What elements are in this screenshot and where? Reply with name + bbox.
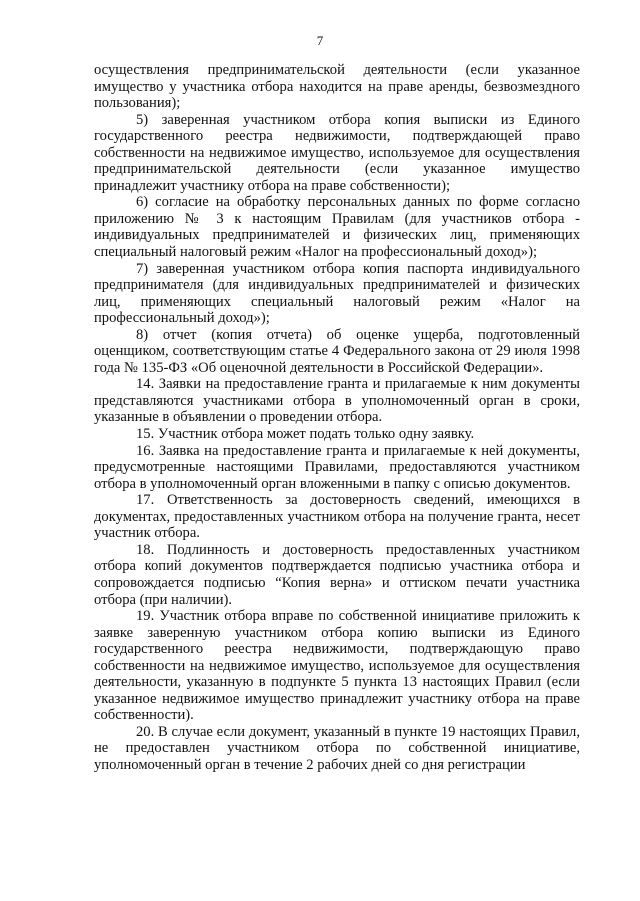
paragraph-continuation: осуществления предпринимательской деятельности (если указанное имущество у участника отбора находится на праве аренды, безвозмездного пользования); [94, 62, 580, 112]
paragraph-item-6: 6) согласие на обработку персональных данных по форме согласно приложению № 3 к настоящим Правилам (для участников отбора - индивидуальных предпринимателей и физических лиц, применяющих специальный налоговый режим «Налог на профессиональный доход»); [94, 194, 580, 261]
paragraph-19: 19. Участник отбора вправе по собственной инициативе приложить к заявке заверенную участником отбора копию выписки из Единого государственного реестра недвижимости, подтверждающую право собственности на недвижимое имущество, используемое для осуществления деятельности, указанную в подпункте 5 пункта 13 настоящих Правил (если указанное недвижимое имущество принадлежит участнику отбора на праве собственности). [94, 608, 580, 724]
paragraph-item-5: 5) заверенная участником отбора копия выписки из Единого государственного реестра недвижимости, подтверждающей право собственности на недвижимое имущество, используемое для осуществления предпринимательской деятельности (если указанное имущество принадлежит участнику отбора на праве собственности); [94, 111, 580, 194]
page-number: 7 [316, 33, 324, 48]
paragraph-20: 20. В случае если документ, указанный в пункте 19 настоящих Правил, не предоставлен участником отбора по собственной инициативе, уполномоченный орган в течение 2 рабочих дней со дня регистрации [94, 723, 580, 773]
paragraph-item-8: 8) отчет (копия отчета) об оценке ущерба, подготовленный оценщиком, соответствующим статье 4 Федерального закона от 29 июля 1998 года № 135-ФЗ «Об оценочной деятельности в Российской Федерации». [94, 326, 580, 376]
paragraph-18: 18. Подлинность и достоверность предоставленных участником отбора копий документов подтверждается подписью участника отбора и сопровождается подписью “Копия верна» и оттиском печати участника отбора (при наличии). [94, 541, 580, 608]
paragraph-16: 16. Заявка на предоставление гранта и прилагаемые к ней документы, предусмотренные настоящими Правилами, предоставляются участником отбора в уполномоченный орган вложенными в папку с описью документов. [94, 442, 580, 492]
paragraph-17: 17. Ответственность за достоверность сведений, имеющихся в документах, предоставленных участником отбора на получение гранта, несет участник отбора. [94, 492, 580, 542]
paragraph-14: 14. Заявки на предоставление гранта и прилагаемые к ним документы представляются участниками отбора в уполномоченный орган в сроки, указанные в объявлении о проведении отбора. [94, 376, 580, 426]
paragraph-item-7: 7) заверенная участником отбора копия паспорта индивидуального предпринимателя (для индивидуальных предпринимателей и физических лиц, применяющих специальный налоговый режим «Налог на профессиональный доход»); [94, 260, 580, 327]
document-body [94, 62, 580, 774]
paragraph-15: 15. Участник отбора может подать только одну заявку. [136, 426, 475, 443]
